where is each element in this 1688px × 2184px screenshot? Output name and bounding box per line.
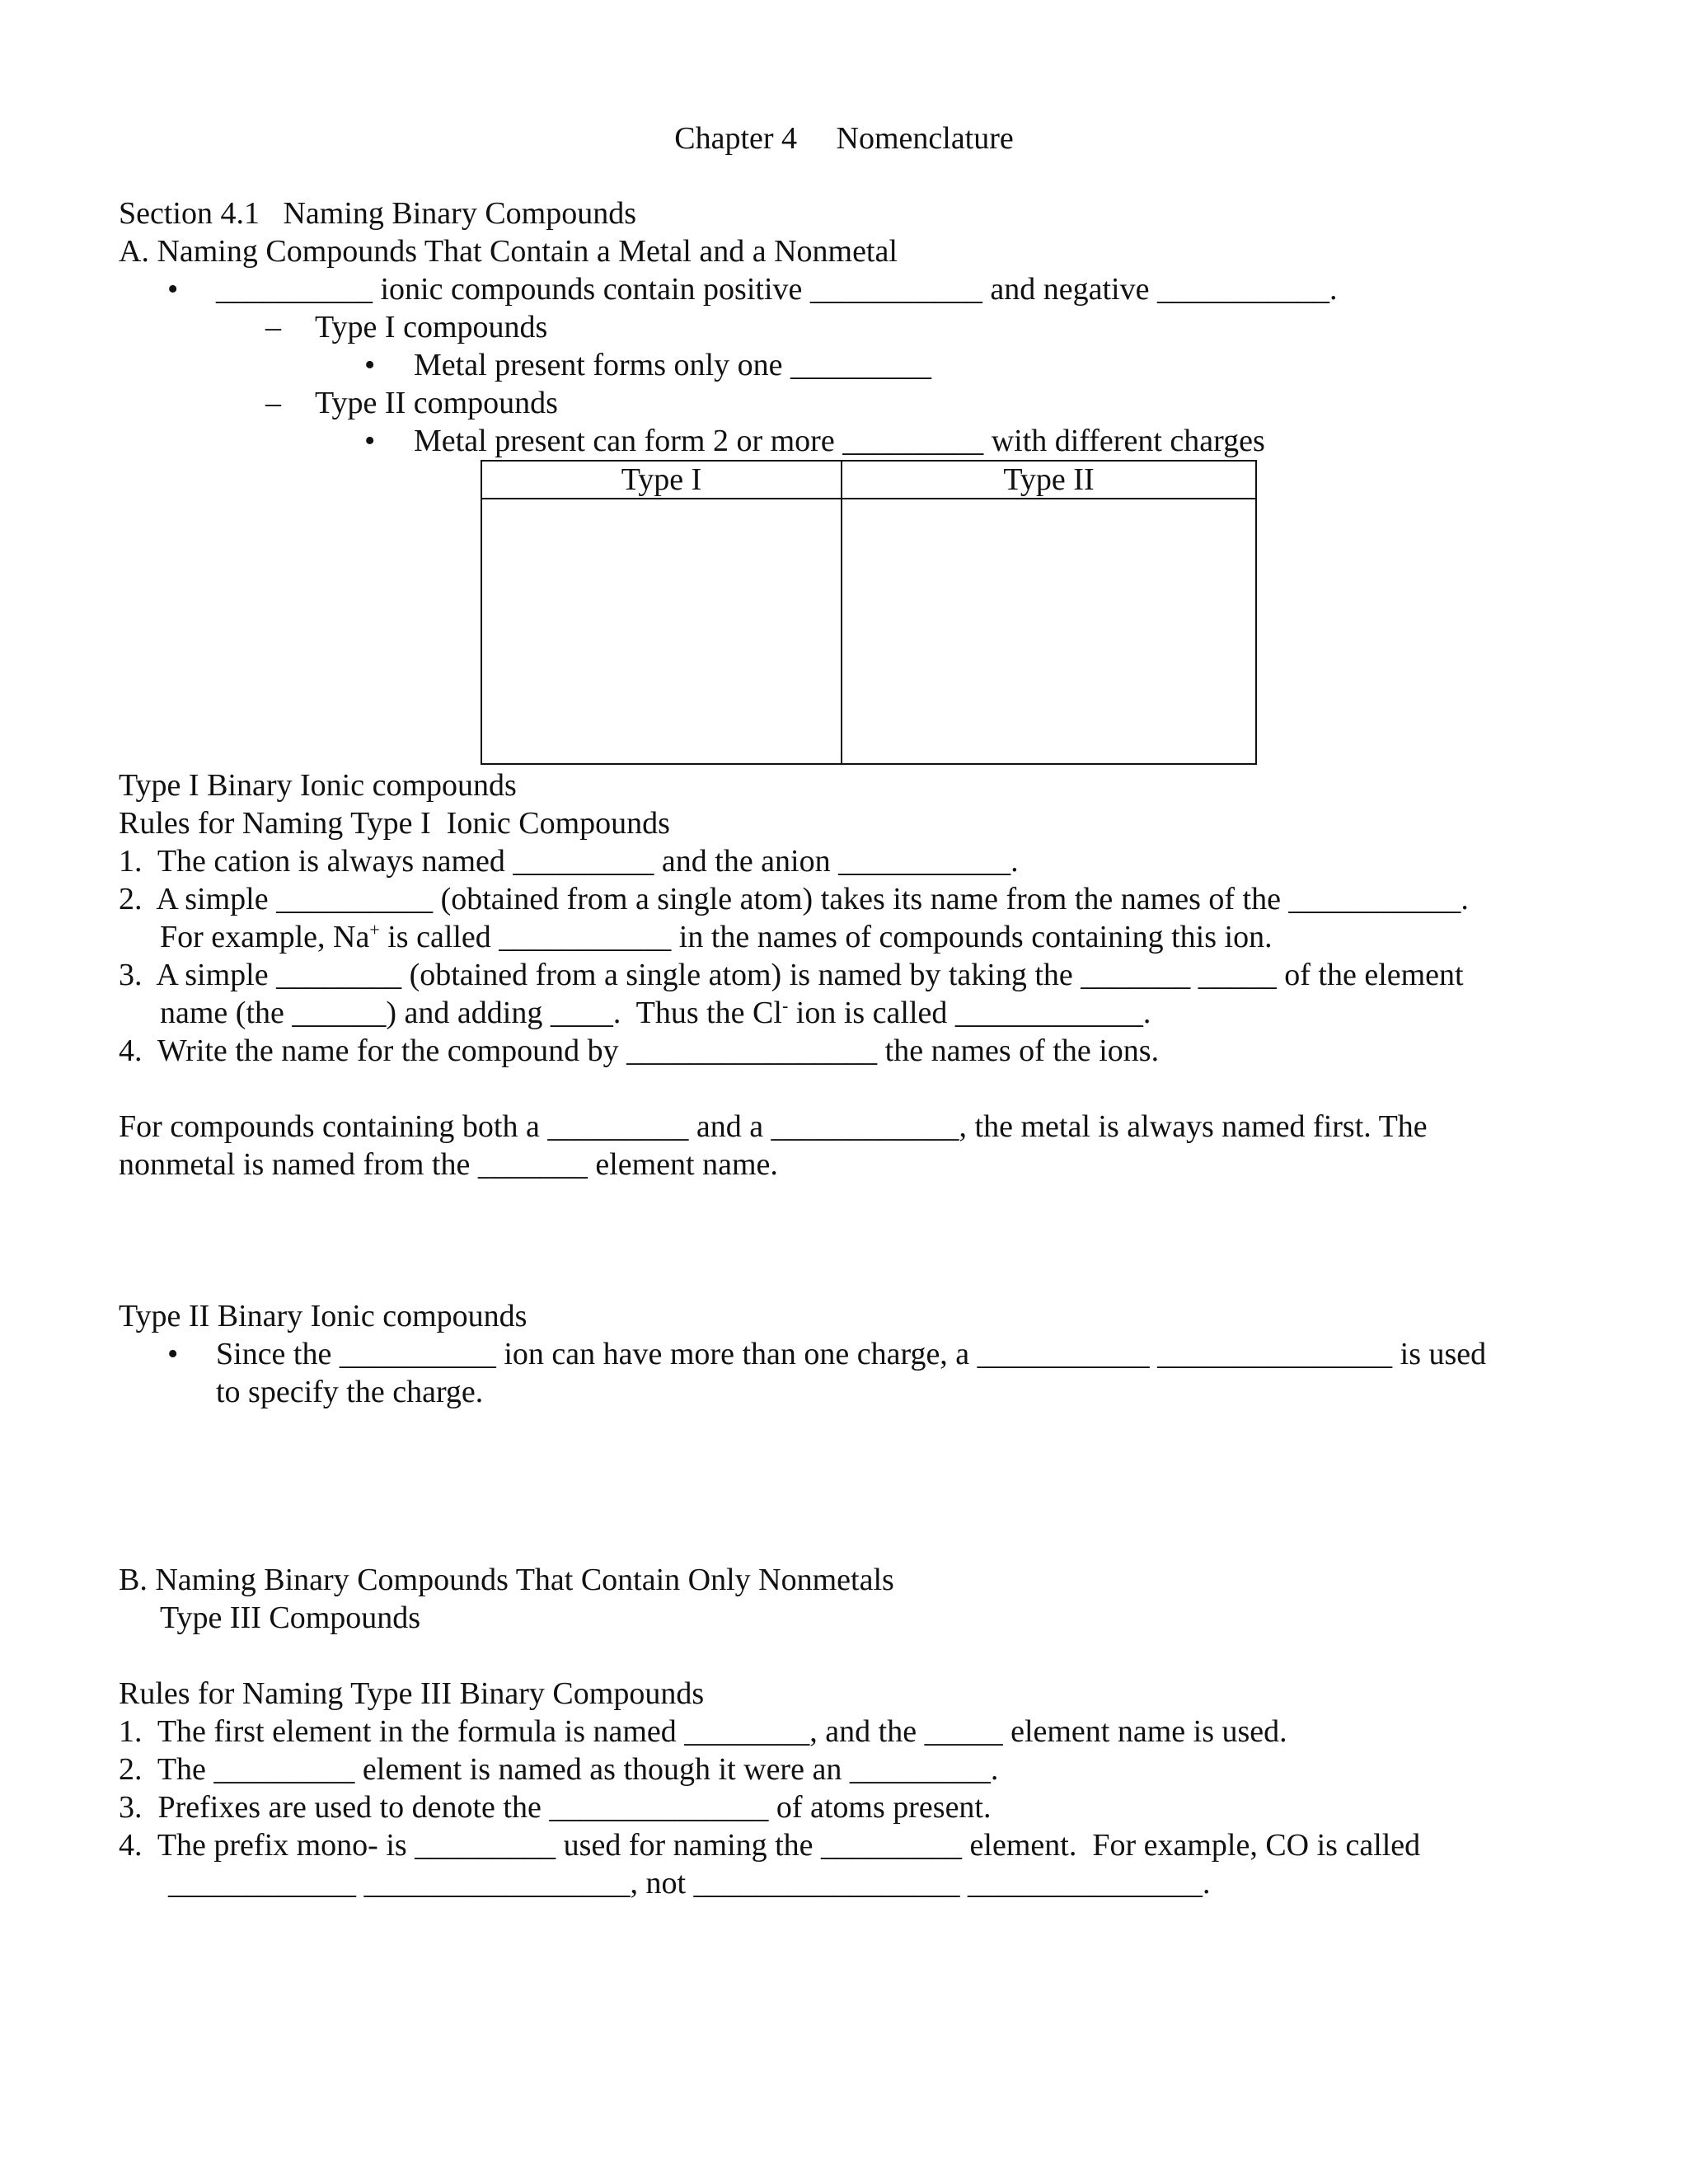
type3-rules-heading: Rules for Naming Type III Binary Compounds [119, 1676, 705, 1711]
dash-bullet: – [265, 310, 281, 344]
part-b-heading: B. Naming Binary Compounds That Contain Only Nonmetals [119, 1563, 894, 1597]
table-cell-type2[interactable] [842, 499, 1255, 763]
type1-rule-4: 4. Write the name for the compound by ________________ the names of the ions. [119, 1033, 1160, 1068]
page-title: Chapter 4 Nomenclature [674, 121, 1014, 156]
dash-bullet: – [265, 386, 281, 420]
type-comparison-table [481, 460, 1257, 765]
table-column-type2 [842, 462, 1255, 763]
bullet-dot: • [167, 272, 179, 307]
type1-label: Type I compounds [315, 310, 548, 344]
table-header-type2: Type II [842, 462, 1255, 499]
bullet-dot: • [167, 1337, 179, 1371]
bullet-main-text: __________ ionic compounds contain positive ___________ and negative ___________. [216, 272, 1338, 307]
bullet-dot: • [364, 424, 376, 458]
type2-section-heading: Type II Binary Ionic compounds [119, 1299, 528, 1333]
metal-nonmetal-paragraph-line1: For compounds containing both a _________ and a ____________, the metal is always named first. The [119, 1109, 1428, 1144]
type3-rule-2: 2. The _________ element is named as though it were an _________. [119, 1752, 999, 1787]
type2-label: Type II compounds [315, 386, 558, 420]
type1-rule-3: 3. A simple ________ (obtained from a single atom) is named by taking the _______ _____ of the element [119, 958, 1464, 992]
type1-rule-3-cont: name (the ______) and adding ____. Thus the Cl- ion is called ____________. [160, 995, 1151, 1030]
type3-rule-1: 1. The first element in the formula is named ________, and the _____ element name is used. [119, 1714, 1287, 1749]
metal-nonmetal-paragraph-line2: nonmetal is named from the _______ element name. [119, 1147, 778, 1182]
type3-rule-3: 3. Prefixes are used to denote the ______________ of atoms present. [119, 1790, 992, 1825]
type2-bullet-cont: to specify the charge. [216, 1375, 484, 1409]
type1-detail: Metal present forms only one _________ [414, 348, 931, 382]
section-heading: Section 4.1 Naming Binary Compounds [119, 196, 637, 231]
type2-bullet: Since the __________ ion can have more than one charge, a ___________ _______________ is used [216, 1337, 1487, 1371]
type1-rule-2: 2. A simple __________ (obtained from a single atom) takes its name from the names of the ___________. [119, 882, 1469, 916]
type1-rules-heading: Rules for Naming Type I Ionic Compounds [119, 806, 670, 841]
type1-section-heading: Type I Binary Ionic compounds [119, 768, 517, 803]
type3-subheading: Type III Compounds [160, 1601, 421, 1635]
type3-rule-4-cont: ____________ _________________, not _________________ _______________. [168, 1866, 1211, 1900]
bullet-dot: • [364, 348, 376, 382]
type2-detail: Metal present can form 2 or more _________ with different charges [414, 424, 1265, 458]
type3-rule-4: 4. The prefix mono- is _________ used for naming the _________ element. For example, CO is called [119, 1828, 1421, 1863]
table-cell-type1[interactable] [482, 499, 841, 763]
table-header-type1: Type I [482, 462, 841, 499]
type1-rule-1: 1. The cation is always named _________ and the anion ___________. [119, 844, 1019, 879]
table-column-type1 [482, 462, 842, 763]
part-a-heading: A. Naming Compounds That Contain a Metal and a Nonmetal [119, 234, 898, 269]
type1-rule-2-example: For example, Na+ is called ___________ in the names of compounds containing this ion. [160, 919, 1273, 954]
